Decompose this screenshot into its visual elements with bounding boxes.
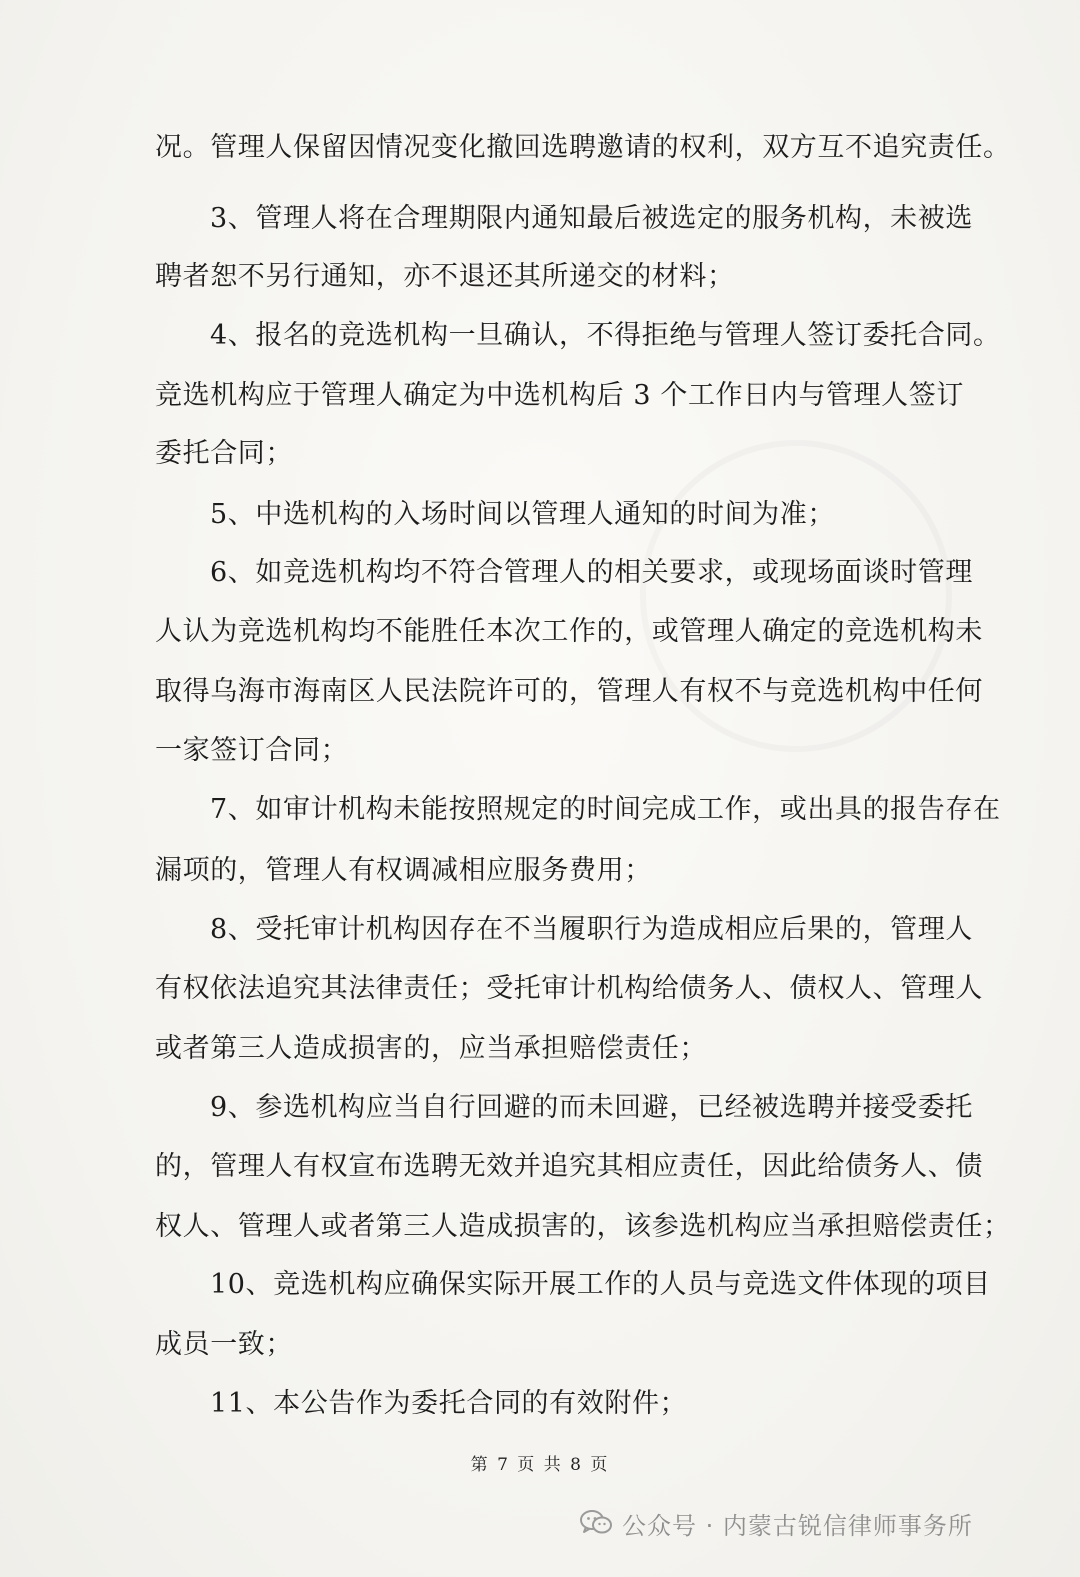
paragraph-line: 成员一致； [155, 1329, 293, 1360]
wechat-icon [580, 1510, 612, 1536]
paragraph-line: 取得乌海市海南区人民法院许可的，管理人有权不与竞选机构中任何 [155, 676, 983, 707]
paragraph-line: 8、受托审计机构因存在不当履职行为造成相应后果的，管理人 [210, 914, 973, 945]
paragraph-line: 11、本公告作为委托合同的有效附件； [210, 1388, 688, 1419]
paragraph-line: 的，管理人有权宣布选聘无效并追究其相应责任，因此给债务人、债 [155, 1151, 983, 1182]
paragraph-line: 委托合同； [155, 438, 293, 469]
paragraph-line: 一家签订合同； [155, 735, 349, 766]
paragraph-line: 4、报名的竞选机构一旦确认，不得拒绝与管理人签订委托合同。 [210, 320, 1001, 351]
paragraph-line: 7、如审计机构未能按照规定的时间完成工作，或出具的报告存在 [210, 794, 1001, 825]
paragraph-line: 竞选机构应于管理人确定为中选机构后 3 个工作日内与管理人签订 [155, 380, 964, 411]
paragraph-line: 况。管理人保留因情况变化撤回选聘邀请的权利，双方互不追究责任。 [155, 132, 1011, 163]
wechat-watermark [580, 1500, 973, 1546]
paragraph-line: 漏项的，管理人有权调减相应服务费用； [155, 855, 652, 886]
paragraph-line: 6、如竞选机构均不符合管理人的相关要求，或现场面谈时管理 [210, 557, 973, 588]
paragraph-line: 5、中选机构的入场时间以管理人通知的时间为准； [210, 499, 835, 530]
paragraph-line: 权人、管理人或者第三人造成损害的，该参选机构应当承担赔偿责任； [155, 1211, 1011, 1242]
paragraph-line: 9、参选机构应当自行回避的而未回避，已经被选聘并接受委托 [210, 1092, 973, 1123]
paragraph-line: 人认为竞选机构均不能胜任本次工作的，或管理人确定的竞选机构未 [155, 616, 983, 647]
paragraph-line: 10、竞选机构应确保实际开展工作的人员与竞选文件体现的项目 [210, 1269, 991, 1300]
paragraph-line: 3、管理人将在合理期限内通知最后被选定的服务机构，未被选 [210, 203, 973, 234]
paragraph-line: 有权依法追究其法律责任；受托审计机构给债务人、债权人、管理人 [155, 973, 983, 1004]
page-number: 第 7 页 共 8 页 [470, 1455, 610, 1475]
paragraph-line: 聘者恕不另行通知，亦不退还其所递交的材料； [155, 261, 735, 292]
watermark-text: 公众号 · 内蒙古锐信律师事务所 [622, 1511, 973, 1540]
paragraph-line: 或者第三人造成损害的，应当承担赔偿责任； [155, 1033, 707, 1064]
